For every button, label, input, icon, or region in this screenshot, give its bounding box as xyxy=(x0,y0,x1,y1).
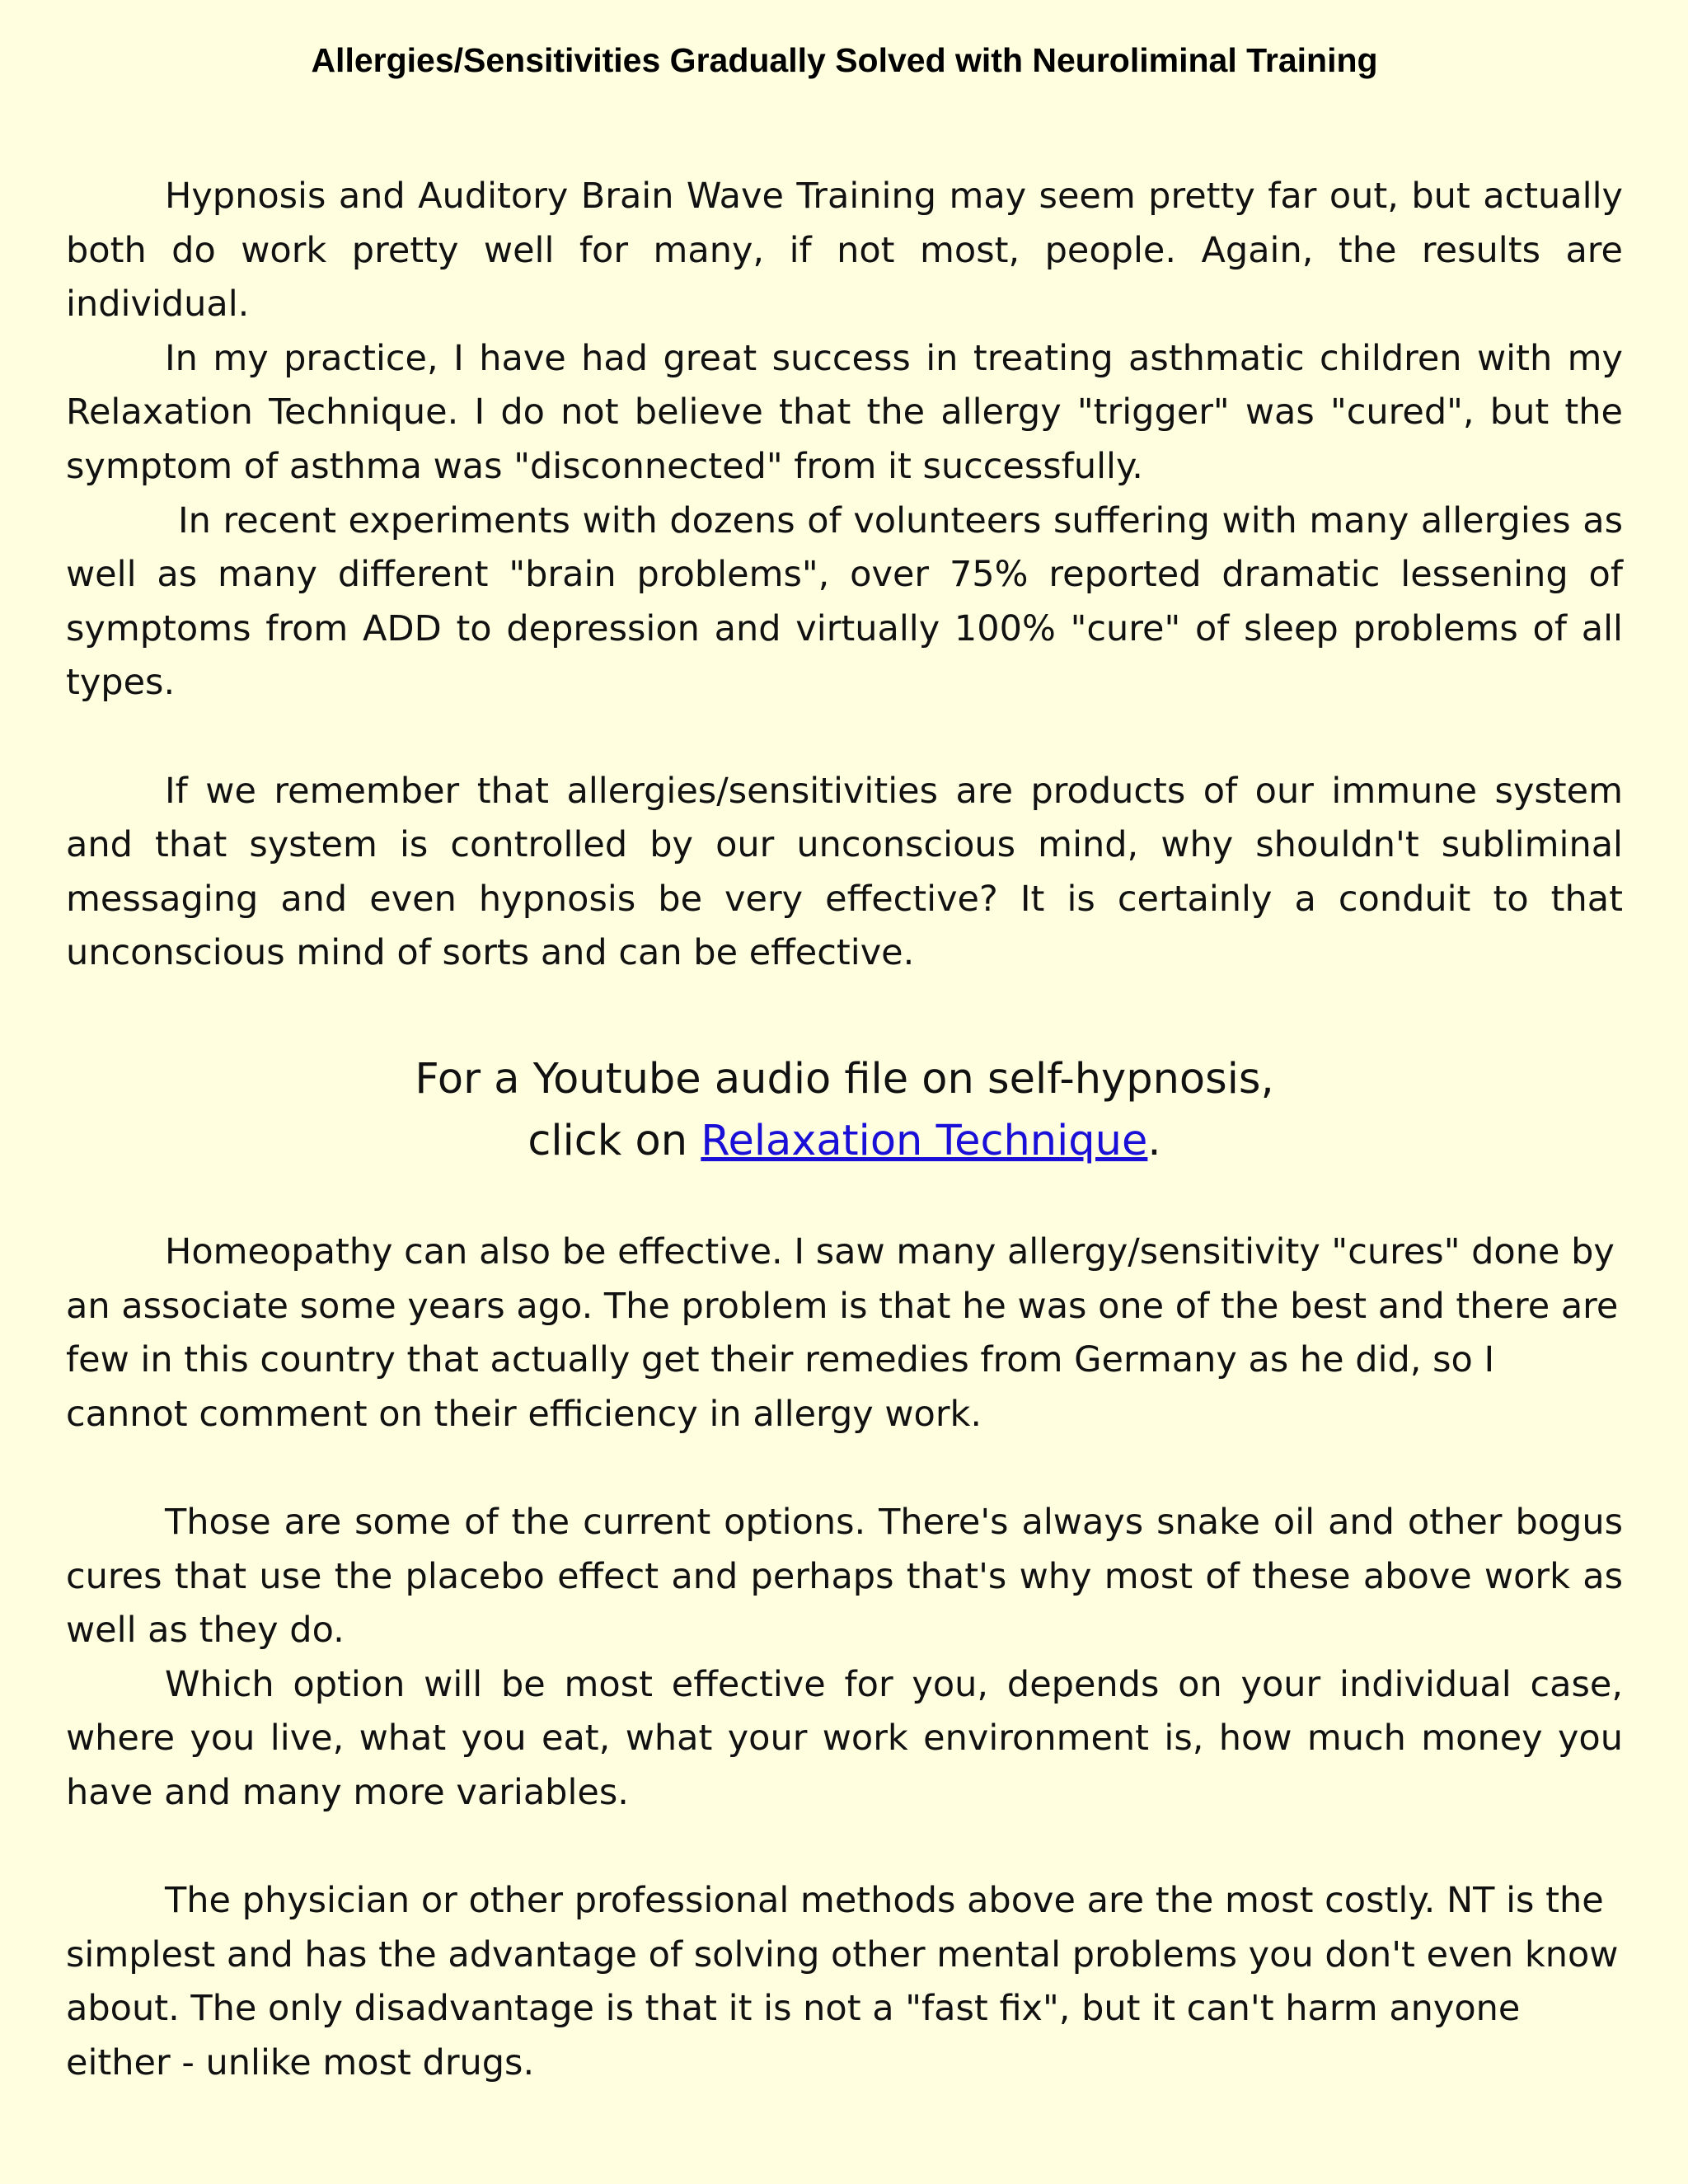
paragraph-hypnosis-intro: Hypnosis and Auditory Brain Wave Training may seem pretty far out, but actually both do work pretty well for many, if not most, people. Again, the results are individual. xyxy=(66,176,1623,326)
callout-line-1: For a Youtube audio file on self-hypnosis, xyxy=(415,1054,1274,1104)
relaxation-technique-link[interactable]: Relaxation Technique xyxy=(701,1116,1148,1165)
article-body xyxy=(66,170,1623,2091)
paragraph-which-option: Which option will be most effective for you, depends on your individual case, where you live, what you eat, what your work environment is, how much money you have and many more variables. xyxy=(66,1663,1623,1814)
spacer xyxy=(66,81,1623,170)
paragraph-immune-system: If we remember that allergies/sensitivities are products of our immune system and that system is controlled by our unconscious mind, why shouldn't subliminal messaging and even hypnosis be very effective? It is certainly a conduit to that unconscious mind of sorts and can be effective. xyxy=(66,770,1623,974)
paragraph-experiments: In recent experiments with dozens of volunteers suffering with many allergies as well as many different "brain problems", over 75% reported dramatic lessening of symptoms from ADD to depression and virtually 100% "cure" of sleep problems of all types. xyxy=(66,499,1623,704)
spacer xyxy=(66,1172,1623,1226)
paragraph-current-options: Those are some of the current options. There's always snake oil and other bogus cures that use the placebo effect and perhaps that's why most of these above work as well as they do. xyxy=(66,1502,1623,1652)
paragraph-asthma-practice: In my practice, I have had great success in treating asthmatic children with my Relaxation Technique. I do not believe that the allergy "trigger" was "cured", but the symptom of asthma was "disconnected" from it successfully. xyxy=(66,337,1623,487)
spacer xyxy=(66,1441,1623,1496)
paragraph-homeopathy: Homeopathy can also be effective. I saw many allergy/sensitivity "cures" done by an associate some years ago. The problem is that he was one of the best and there are few in this country that actually get their remedies from Germany as he did, so I cannot comment on their efficiency in allergy work. xyxy=(66,1231,1619,1435)
page-title: Allergies/Sensitivities Gradually Solved with Neuroliminal Training xyxy=(311,41,1378,79)
callout-prefix: click on xyxy=(528,1116,701,1165)
callout-suffix: . xyxy=(1147,1116,1161,1165)
spacer xyxy=(66,981,1623,1035)
callout-line-2 xyxy=(66,1110,1623,1172)
youtube-callout xyxy=(66,1035,1623,1172)
spacer xyxy=(66,710,1623,765)
spacer xyxy=(66,1821,1623,1875)
paragraph-physician-methods: The physician or other professional methods above are the most costly. NT is the simplest and has the advantage of solving other mental problems you don't even know about. The only disadvantage is that it is not a "fast fix", but it can't harm anyone either - unlike most drugs. xyxy=(66,1880,1619,2083)
